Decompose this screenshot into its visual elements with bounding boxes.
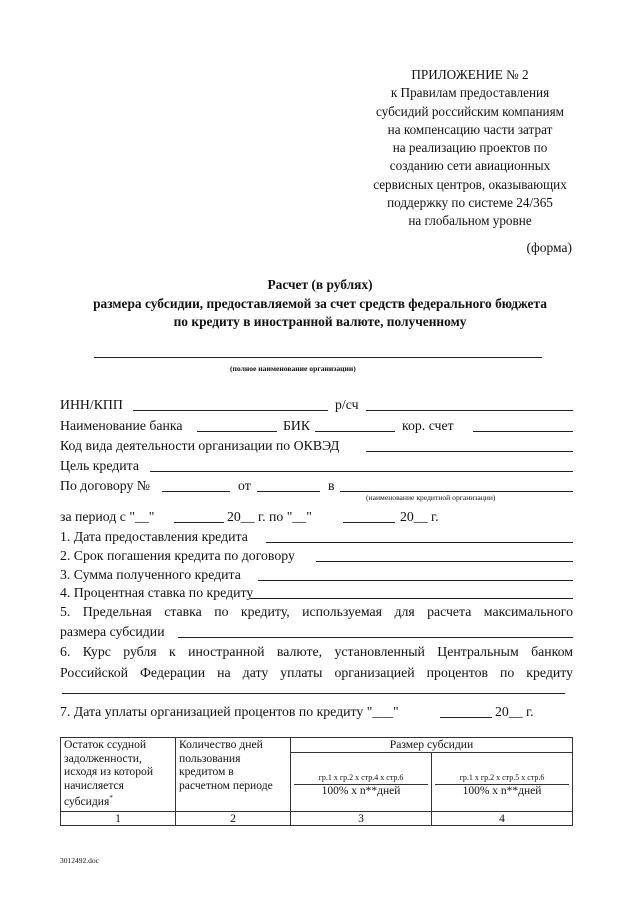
formula-col4	[432, 752, 573, 811]
contract-date-field[interactable]	[257, 491, 320, 492]
annex-line: созданию сети авиационных	[389, 158, 551, 174]
item-7-month-field[interactable]	[440, 717, 492, 718]
item-4-label: 4. Процентная ставка по кредиту	[60, 585, 254, 600]
col-number: 1	[61, 811, 176, 826]
item-5-field[interactable]	[178, 637, 573, 638]
col1-header-line: Остаток ссудной	[64, 738, 147, 751]
formula-4-top: гр.1 х гр.2 х стр.5 х стр.6	[459, 772, 545, 782]
bank-name-field[interactable]	[340, 491, 573, 492]
annex-header	[340, 66, 600, 231]
document-title	[40, 276, 600, 332]
annex-line: поддержку по системе 24/365	[387, 195, 553, 211]
item-1-field[interactable]	[266, 542, 573, 543]
col2-header-line: Количество дней	[179, 738, 263, 751]
item-3-label: 3. Сумма полученного кредита	[60, 567, 241, 582]
v-label: в	[328, 478, 335, 493]
item-5-line-1: 5. Предельная ставка по кредиту, используемая для расчета максимального	[60, 604, 573, 619]
period-end: 20__ г.	[400, 509, 439, 524]
col2-header-line: кредитом в	[179, 765, 234, 778]
item-7-year: 20__ г.	[495, 704, 534, 719]
bik-label: БИК	[283, 418, 311, 433]
col1-header-line	[64, 792, 172, 808]
col1-header-line: задолженности,	[64, 751, 142, 765]
org-caption: (полное наименование организации)	[230, 364, 356, 373]
purpose-field[interactable]	[150, 471, 573, 472]
item-1-label: 1. Дата предоставления кредита	[60, 529, 248, 544]
annex-line: на глобальном уровне	[408, 213, 532, 229]
period-end-month-field[interactable]	[343, 522, 395, 523]
annex-line: сервисных центров, оказывающих	[373, 176, 567, 192]
okved-label: Код вида деятельности организации по ОКВЭД	[60, 438, 340, 453]
annex-line: на реализацию проектов по	[392, 140, 548, 156]
contract-label: По договору №	[60, 478, 150, 493]
col-number: 3	[291, 811, 432, 826]
subsidy-table	[60, 737, 573, 826]
formula-col3	[291, 752, 432, 811]
inn-field[interactable]	[133, 410, 328, 411]
item-3-field[interactable]	[258, 580, 573, 581]
kor-label: кор. счет	[402, 418, 454, 433]
col-number: 2	[176, 811, 291, 826]
col1-header-line: исходя из которой	[64, 765, 154, 778]
period-start-month-field[interactable]	[174, 522, 224, 523]
item-6-line-2: Российской Федерации на дату уплаты организацией процентов по кредиту	[60, 665, 573, 680]
rs-field[interactable]	[366, 410, 573, 411]
footnote-mark: *	[109, 794, 113, 802]
col1-header-line: начисляется	[64, 778, 125, 792]
col1-header	[61, 738, 176, 812]
rs-label: р/сч	[335, 397, 359, 412]
annex-line: ПРИЛОЖЕНИЕ № 2	[411, 67, 529, 82]
annex-line: субсидий российским компаниям	[376, 103, 564, 119]
bank-label: Наименование банка	[60, 418, 183, 433]
item-6-line-1: 6. Курс рубля к иностранной валюте, установленный Центральным банком	[60, 644, 573, 659]
bank-caption: (наименование кредитной организации)	[366, 493, 496, 502]
org-name-field[interactable]	[94, 357, 542, 358]
formula-3-top: гр.1 х гр.2 х стр.4 х стр.6	[318, 772, 404, 782]
formula-4-bottom: 100% х n**дней	[435, 784, 569, 799]
kor-field[interactable]	[473, 431, 573, 432]
title-line-2: размера субсидии, предоставляемой за счет средств федерального бюджета	[93, 295, 547, 311]
item-4-field[interactable]	[250, 598, 573, 599]
title-line-1: Расчет (в рублях)	[267, 277, 373, 292]
period-label: за период с "__"	[60, 509, 155, 524]
formula-3-bottom: 100% х n**дней	[294, 784, 428, 799]
col1-header-last: субсидия	[64, 794, 110, 808]
annex-line: к Правилам предоставления	[390, 85, 550, 101]
bank-field[interactable]	[197, 431, 277, 432]
bik-field[interactable]	[315, 431, 395, 432]
item-2-label: 2. Срок погашения кредита по договору	[60, 548, 295, 563]
item-5-line-2: размера субсидии	[60, 624, 165, 639]
item-2-field[interactable]	[316, 561, 573, 562]
ot-label: от	[238, 478, 251, 493]
annex-line: на компенсацию части затрат	[387, 121, 553, 137]
col2-header-line: расчетном периоде	[179, 778, 273, 792]
purpose-label: Цель кредита	[60, 458, 139, 473]
period-mid: 20__ г. по "__"	[227, 509, 312, 524]
inn-label: ИНН/КПП	[60, 397, 123, 412]
okved-field[interactable]	[366, 451, 573, 452]
contract-number-field[interactable]	[162, 491, 230, 492]
group-header: Размер субсидии	[291, 738, 573, 753]
title-line-3: по кредиту в иностранной валюте, полученному	[173, 314, 467, 329]
col2-header-line: пользования	[179, 751, 241, 765]
col-number: 4	[432, 811, 573, 826]
item-7-label: 7. Дата уплаты организацией процентов по кредиту "___"	[60, 704, 399, 719]
item-6-field[interactable]	[62, 693, 565, 694]
forma-label: (форма)	[526, 240, 572, 255]
col2-header	[176, 738, 291, 812]
doc-code: 3012492.doc	[60, 856, 99, 865]
